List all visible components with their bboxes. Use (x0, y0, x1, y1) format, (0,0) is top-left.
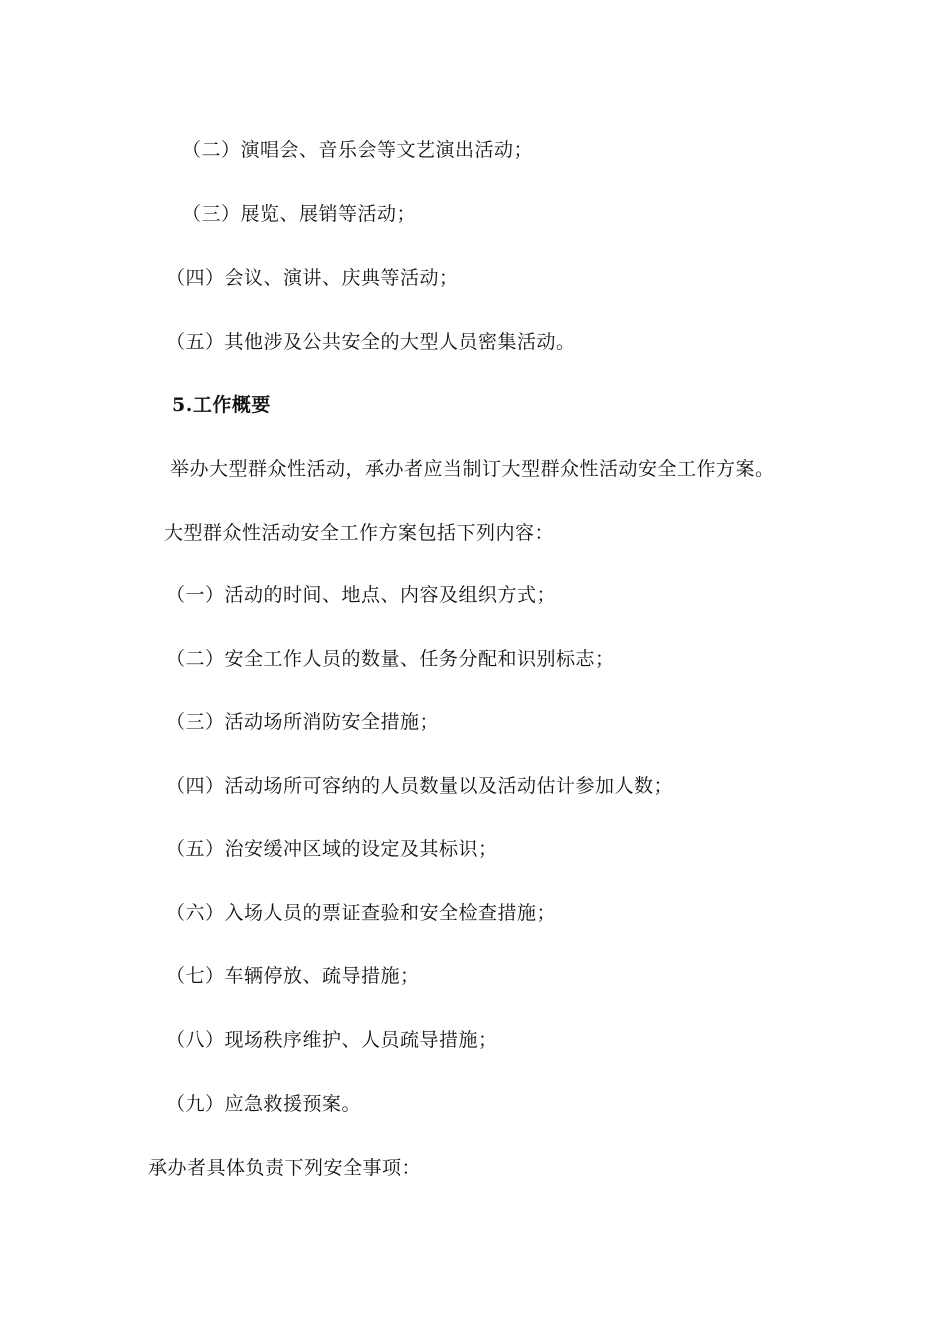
list-item: （九）应急救援预案。 (166, 1093, 362, 1115)
list-item: （五）治安缓冲区域的设定及其标识； (166, 838, 498, 860)
paragraph: 大型群众性活动安全工作方案包括下列内容： (164, 522, 555, 544)
list-item: （三）活动场所消防安全措施； (166, 711, 440, 733)
list-item: （四）活动场所可容纳的人员数量以及活动估计参加人数； (166, 775, 674, 797)
list-item: （二）安全工作人员的数量、任务分配和识别标志； (166, 648, 615, 670)
list-item: （五）其他涉及公共安全的大型人员密集活动。 (166, 331, 576, 353)
list-item: （二）演唱会、音乐会等文艺演出活动； (182, 139, 534, 161)
list-item: （三）展览、展销等活动； (182, 203, 417, 225)
section-heading: 5.工作概要 (172, 394, 271, 416)
list-item: （四）会议、演讲、庆典等活动； (166, 267, 459, 289)
list-item: （七）车辆停放、疏导措施； (166, 965, 420, 987)
paragraph: 举办大型群众性活动，承办者应当制订大型群众性活动安全工作方案。 (170, 458, 775, 480)
paragraph: 承办者具体负责下列安全事项： (148, 1157, 422, 1179)
list-item: （六）入场人员的票证查验和安全检查措施； (166, 902, 557, 924)
list-item: （一）活动的时间、地点、内容及组织方式； (166, 584, 557, 606)
list-item: （八）现场秩序维护、人员疏导措施； (166, 1029, 498, 1051)
